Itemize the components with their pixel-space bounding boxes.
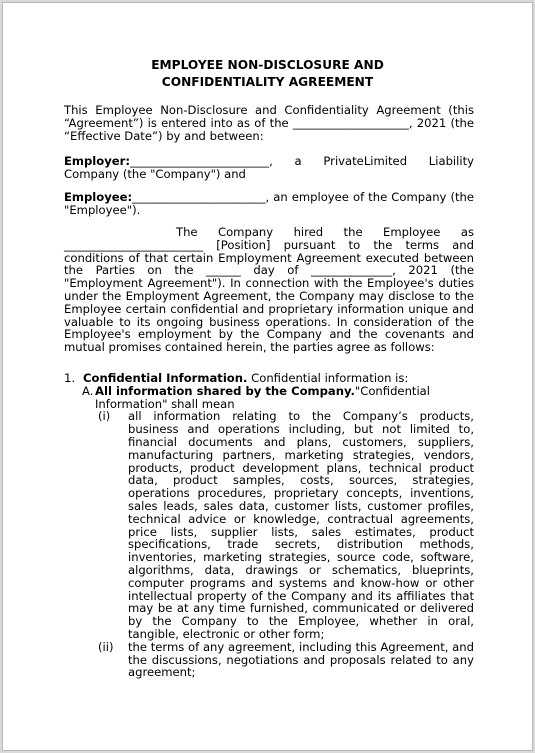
item-a-heading: All information shared by the Company. xyxy=(95,383,355,398)
recital-text: The Company hired the Employee as ________________________ [Position] pursuant to the terms and conditions of that certain Employment Agreement executed between the Parties on the ______ day of ______________, 2021 (the "Employment Agreement"). In connection with the Employee's duties under the Employment Agreement, the Company may disclose to the Employee certain confidential and proprietary information unique and valuable to its ongoing business operations. In consideration of the Employee's employment by the Company and the covenants and mutual promises contained herein, the parties agree as follows: xyxy=(64,225,474,355)
section-1-text: Confidential information is: xyxy=(251,371,409,385)
item-a-number: A. xyxy=(82,383,94,398)
title-line-1: EMPLOYEE NON-DISCLOSURE AND xyxy=(151,58,384,72)
intro-text: This Employee Non-Disclosure and Confidentiality Agreement (this “Agreement”) is entered into as of the ____________________, 2021 (the “Effective Date”) by and between: xyxy=(64,103,474,143)
section-1-number: 1. xyxy=(64,371,76,385)
item-a xyxy=(64,385,484,411)
section-1 xyxy=(64,372,484,679)
employee-paragraph xyxy=(64,191,474,217)
subitem-ii-number: (ii) xyxy=(98,639,114,654)
employer-paragraph xyxy=(64,155,474,181)
employee-label: Employee: xyxy=(64,190,133,204)
subitem-i-number: (i) xyxy=(98,409,111,424)
subitem-ii-text: the terms of any agreement, including this Agreement, and the discussions, negotiations and proposals related to any agreement; xyxy=(128,639,474,680)
subitem-i-text: all information relating to the Company’s products, business and operations including, but not limited to, financial documents and plans, customers, suppliers, manufacturing partners, marketing strategies, vendors, products, product development plans, technical product data, product samples, costs, sources, strategies, operations procedures, proprietary concepts, inventions, sales leads, sales data, customer lists, customer profiles, technical advice or knowledge, contractual agreements, price lists, supplier lists, sales estimates, product specifications, trade secrets, distribution methods, inventories, marketing strategies, source code, software, algorithms, data, drawings or schematics, blueprints, computer programs and systems and know-how or other intellectual property of the Company and its affiliates that may be at any time furnished, communicated or delivered by the Company to the Employee, whether in oral, tangible, electronic or other form; xyxy=(128,409,474,641)
intro-paragraph xyxy=(64,104,474,142)
document-title xyxy=(3,57,532,91)
employer-text: ________________________, a PrivateLimited Liability Company (the "Company") and xyxy=(64,154,474,181)
subitem-i xyxy=(64,410,474,640)
employee-text: _______________________, an employee of the Company (the "Employee"). xyxy=(64,190,474,217)
employer-label: Employer: xyxy=(64,154,131,168)
document-page xyxy=(2,2,533,751)
recital-paragraph xyxy=(64,226,474,354)
title-line-2: CONFIDENTIALITY AGREEMENT xyxy=(161,75,374,89)
subitem-ii xyxy=(64,641,474,679)
section-1-heading: Confidential Information. xyxy=(83,371,248,385)
item-a-text: "Confidential Information" shall mean xyxy=(95,383,431,411)
